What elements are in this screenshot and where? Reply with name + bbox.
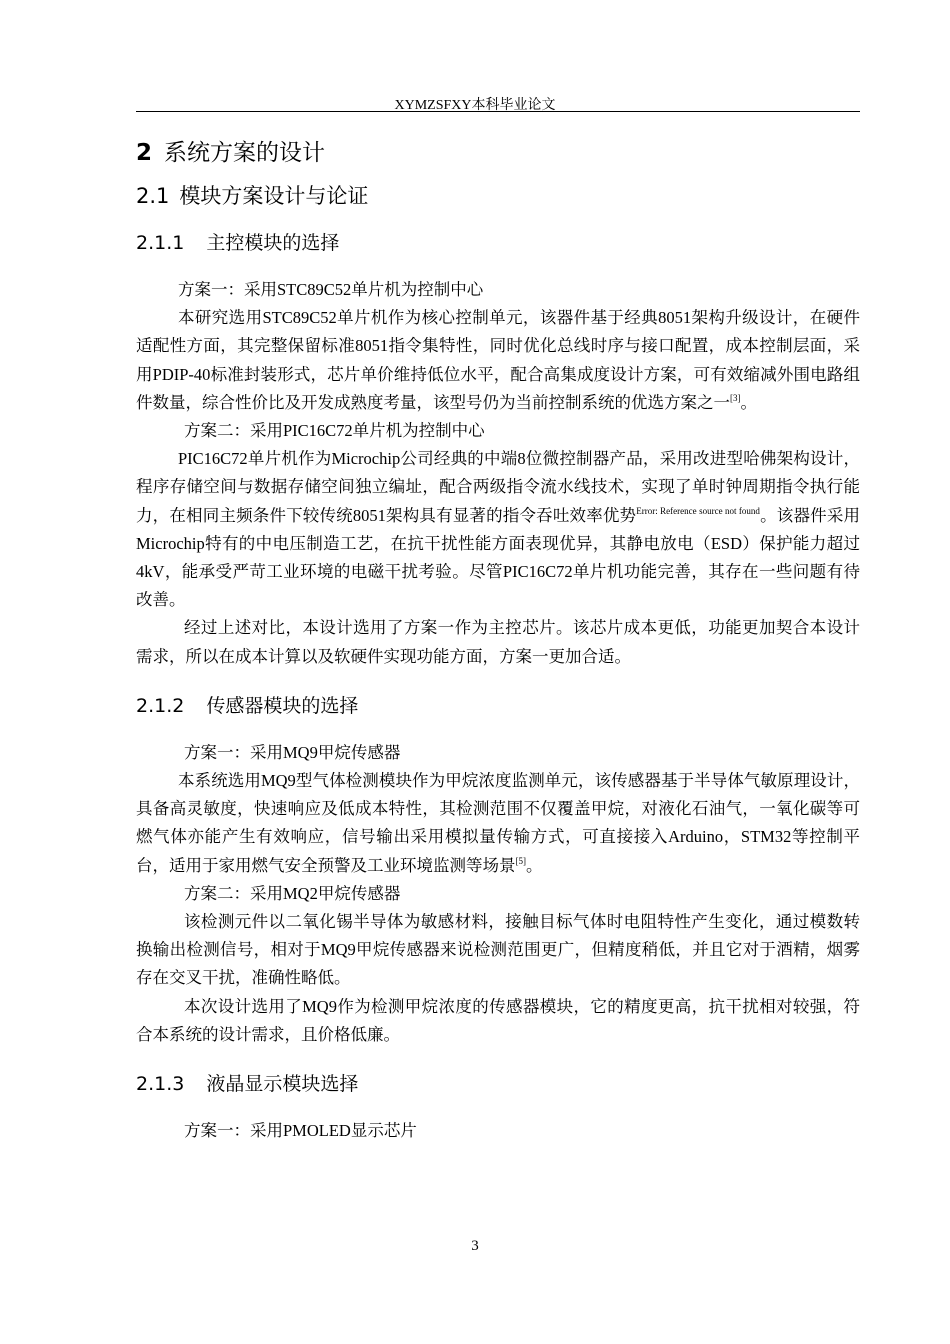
scheme-title: 方案一：采用PMOLED显示芯片 (184, 1121, 417, 1141)
subsection-heading-main-control (136, 220, 860, 266)
scheme-title: 方案二：采用MQ2甲烷传感器 (184, 883, 401, 903)
scheme-title: 方案一：采用MQ9甲烷传感器 (184, 742, 401, 762)
body-paragraph: 该检测元件以二氧化锡半导体为敏感材料，接触目标气体时电阻特性产生变化，通过模数转换输出检测信号，相对于MQ9甲烷传感器来说检测范围更广，但精度稍低，并且它对于酒精，烟雾存在交叉干扰，准确性略低。 (136, 912, 860, 988)
citation-ref-error: Error: Reference source not found (636, 505, 760, 516)
conclusion-paragraph: 本次设计选用了MQ9作为检测甲烷浓度的传感器模块，它的精度更高，抗干扰相对较强，符合本系统的设计需求，且价格低廉。 (136, 996, 860, 1044)
subsection-number: 2.1.2 (136, 694, 185, 717)
subsection-heading-sensor (136, 683, 860, 729)
body-paragraph: PIC16C72单片机作为Microchip公司经典的中端8位微控制器产品，采用改进型哈佛架构设计，程序存储空间与数据存储空间独立编址，配合两级指令流水线技术，实现了单时钟周期指令执行能力，在相同主频条件下较传统8051架构具有显著的指令吞吐效率优势$^{Error: Reference source not found}$。该器件采用Microchip特有的中电压制造工艺，在抗干扰性能方面表现优异，其静电放电（ESD）保护能力超过4kV，能承受严苛工业环境的电磁干扰考验。尽管PIC16C72单片机功能完善，其存在一些问题有待改善。 (136, 449, 861, 610)
citation-ref: [3] (730, 392, 741, 403)
body-paragraph: 本研究选用STC89C52单片机作为核心控制单元，该器件基于经典8051架构升级设计，在硬件适配性方面，其完整保留标准8051指令集特性，同时优化总线时序与接口配置，成本控制层面，采用PDIP-40标准封装形式，芯片单价维持低位水平，配合高集成度设计方案，可有效缩减外围电路组件数量，综合性价比及开发成熟度考量，该型号仍为当前控制系统的优选方案之一[3]。 (136, 308, 860, 412)
section-number: 2.1 (136, 184, 170, 208)
header-rule (136, 111, 860, 112)
subsection-title: 液晶显示模块选择 (206, 1073, 359, 1096)
subsection-title: 主控模块的选择 (206, 232, 340, 254)
chapter-heading (136, 134, 860, 172)
chapter-title: 系统方案的设计 (164, 140, 326, 166)
subsection-number: 2.1.1 (136, 232, 185, 254)
section-title: 模块方案设计与论证 (179, 184, 369, 208)
section-heading (136, 172, 860, 220)
conclusion-paragraph: 经过上述对比，本设计选用了方案一作为主控芯片。该芯片成本更低，功能更加契合本设计需求，所以在成本计算以及软硬件实现功能方面，方案一更加合适。 (136, 618, 860, 666)
scheme-title: 方案一：采用STC89C52单片机为控制中心 (178, 280, 484, 299)
body-paragraph: 本系统选用MQ9型气体检测模块作为甲烷浓度监测单元，该传感器基于半导体气敏原理设计，具备高灵敏度，快速响应及低成本特性，其检测范围不仅覆盖甲烷，对液化石油气，一氧化碳等可燃气体亦能产生有效响应，信号输出采用模拟量传输方式，可直接接入Arduino，STM32等控制平台，适用于家用燃气安全预警及工业环境监测等场景[5]。 (136, 771, 860, 875)
chapter-number: 2 (136, 140, 153, 166)
page-body (136, 130, 860, 1145)
scheme-title: 方案二：采用PIC16C72单片机为控制中心 (184, 421, 485, 441)
citation-ref: [5] (515, 855, 526, 866)
subsection-heading-lcd (136, 1061, 860, 1107)
subsection-number: 2.1.3 (136, 1073, 185, 1096)
subsection-title: 传感器模块的选择 (206, 694, 359, 717)
page-number: 3 (471, 1238, 479, 1254)
running-header: XYMZSFXY本科毕业论文 (394, 98, 556, 113)
